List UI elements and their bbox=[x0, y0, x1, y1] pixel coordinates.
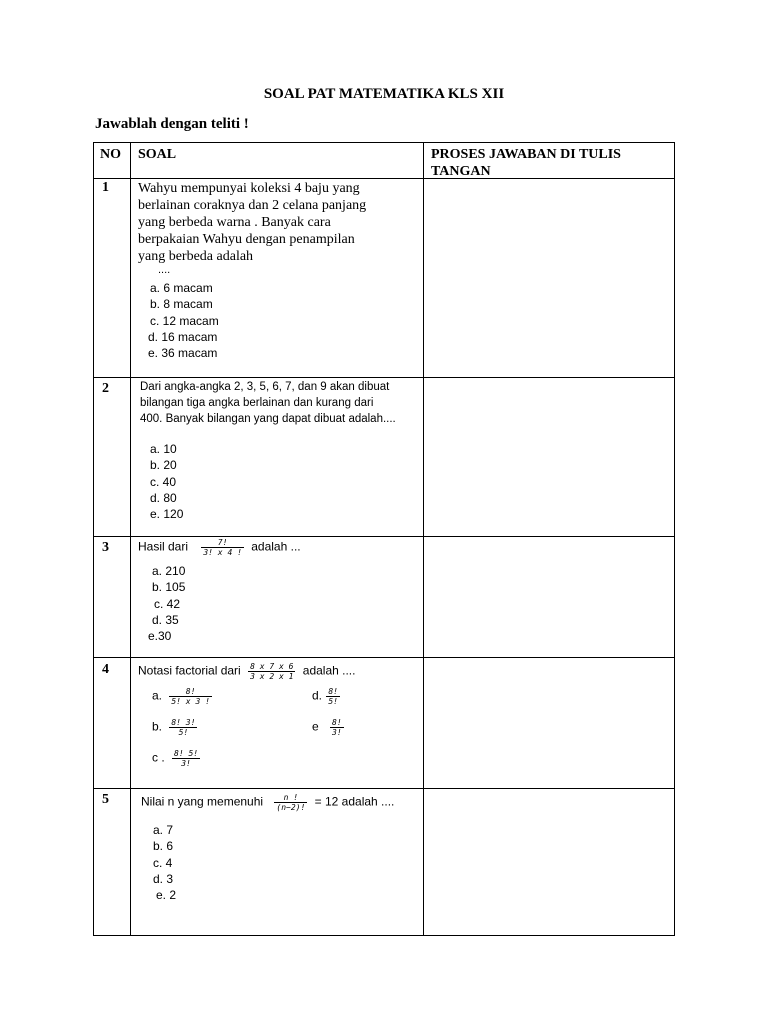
row-divider bbox=[94, 536, 674, 537]
fraction-denominator: 3 x 2 x 1 bbox=[250, 672, 294, 681]
question-number: 2 bbox=[102, 381, 109, 396]
option-d bbox=[312, 687, 344, 706]
fraction bbox=[169, 687, 212, 706]
header-proses: PROSES JAWABAN DI TULIS TANGAN bbox=[431, 147, 621, 179]
fraction-denominator: 3! bbox=[332, 728, 342, 737]
option-a: a. 6 macam bbox=[150, 281, 213, 295]
fraction-numerator: 8! bbox=[332, 718, 342, 727]
fraction bbox=[274, 793, 307, 812]
option-c: c. 12 macam bbox=[150, 313, 219, 328]
instruction: Jawablah dengan teliti ! bbox=[95, 116, 249, 132]
page-title: SOAL PAT MATEMATIKA KLS XII bbox=[263, 86, 505, 102]
answer-options bbox=[150, 441, 183, 522]
question-prefix: Hasil dari bbox=[138, 539, 189, 554]
row-divider bbox=[94, 788, 674, 789]
option-b bbox=[152, 718, 201, 737]
fraction bbox=[201, 538, 244, 557]
fraction bbox=[169, 718, 197, 737]
question-number: 5 bbox=[102, 792, 109, 807]
fraction-numerator: 8! bbox=[169, 687, 212, 697]
row-divider bbox=[94, 377, 674, 378]
option-d: d. 3 bbox=[153, 871, 174, 886]
option-c: c. 4 bbox=[153, 855, 173, 870]
question-text bbox=[141, 793, 421, 812]
question-number: 1 bbox=[102, 180, 109, 195]
question-table bbox=[93, 142, 675, 936]
option-label: c . bbox=[152, 750, 165, 765]
question-suffix: adalah ... bbox=[251, 539, 301, 554]
option-b: b. 8 macam bbox=[150, 297, 213, 312]
option-e: e. 2 bbox=[156, 888, 177, 903]
option-e bbox=[312, 718, 348, 737]
fraction-denominator: 3! bbox=[181, 759, 191, 768]
question-dots: .... bbox=[158, 264, 171, 276]
fraction bbox=[172, 749, 200, 768]
answer-options bbox=[153, 822, 176, 903]
option-a: a. 10 bbox=[150, 442, 177, 456]
option-d: d. 16 macam bbox=[148, 329, 218, 344]
fraction bbox=[330, 718, 344, 737]
fraction-numerator: 7! bbox=[201, 538, 244, 548]
option-e: e.30 bbox=[148, 629, 172, 644]
fraction-numerator: 8! bbox=[328, 687, 338, 696]
fraction-numerator: n ! bbox=[274, 793, 307, 803]
fraction-denominator: 5! bbox=[328, 697, 338, 706]
option-a bbox=[152, 687, 216, 706]
option-d: d. 80 bbox=[150, 490, 177, 505]
fraction-numerator: 8 x 7 x 6 bbox=[250, 662, 294, 671]
answer-options bbox=[148, 563, 185, 644]
option-label: d. bbox=[312, 688, 323, 703]
option-e: e. 36 macam bbox=[148, 346, 218, 361]
option-c: c. 40 bbox=[150, 474, 177, 489]
fraction-denominator: 3! x 4 ! bbox=[203, 548, 242, 557]
option-e: e. 120 bbox=[150, 507, 184, 522]
question-text bbox=[138, 662, 408, 681]
fraction bbox=[326, 687, 340, 706]
option-b: b. 6 bbox=[153, 839, 174, 854]
question-text: Wahyu mempunyai koleksi 4 baju yang berlainan coraknya dan 2 celana panjang yang berbeda warna . Banyak cara berpakaian Wahyu dengan penampilan yang berbeda adalah bbox=[138, 181, 367, 264]
fraction-numerator: 8! 3! bbox=[171, 718, 196, 727]
fraction-denominator: (n−2)! bbox=[276, 803, 306, 812]
question-text bbox=[138, 538, 408, 557]
option-b: b. 105 bbox=[152, 580, 186, 595]
option-label: b. bbox=[152, 719, 163, 734]
question-prefix: Nilai n yang memenuhi bbox=[141, 794, 264, 809]
question-suffix: adalah .... bbox=[302, 663, 356, 678]
column-divider bbox=[130, 143, 131, 935]
question-prefix: Notasi factorial dari bbox=[138, 663, 241, 678]
question-number: 3 bbox=[102, 540, 109, 555]
column-divider bbox=[423, 143, 424, 935]
answer-options bbox=[148, 280, 219, 361]
question-number: 4 bbox=[102, 662, 109, 677]
option-a: a. 7 bbox=[153, 823, 174, 837]
fraction bbox=[248, 662, 295, 681]
option-label: e bbox=[312, 719, 319, 734]
option-d: d. 35 bbox=[152, 612, 179, 627]
question-suffix: = 12 adalah .... bbox=[314, 794, 395, 809]
question-text: Dari angka-angka 2, 3, 5, 6, 7, dan 9 akan dibuat bilangan tiga angka berlainan dan kurang dari 400. Banyak bilangan yang dapat dibuat adalah.... bbox=[140, 381, 396, 425]
header-no: NO bbox=[100, 147, 121, 162]
fraction-denominator: 5! x 3 ! bbox=[171, 697, 210, 706]
option-a: a. 210 bbox=[152, 564, 186, 578]
fraction-denominator: 5! bbox=[178, 728, 189, 737]
option-c bbox=[152, 749, 204, 768]
header-soal: SOAL bbox=[138, 147, 177, 162]
fraction-numerator: 8! 5! bbox=[174, 749, 199, 758]
row-divider bbox=[94, 657, 674, 658]
option-b: b. 20 bbox=[150, 458, 177, 473]
option-label: a. bbox=[152, 688, 163, 703]
option-c: c. 42 bbox=[154, 596, 181, 611]
